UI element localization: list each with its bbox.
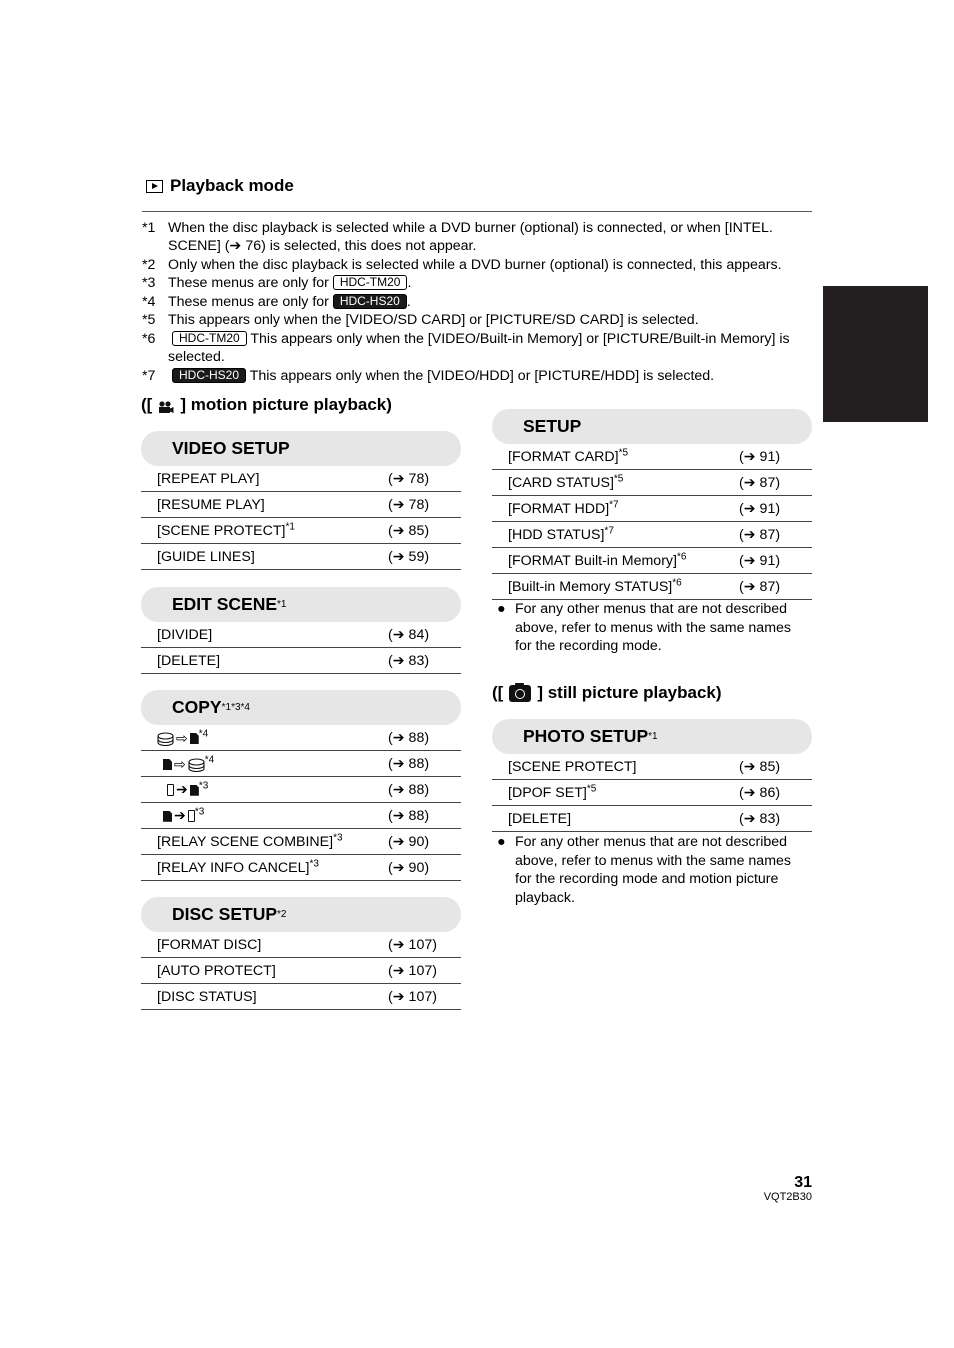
still-heading-close: ] still picture playback)	[537, 683, 722, 702]
row-label-text: [DIVIDE]	[157, 627, 213, 643]
copy-direction	[163, 756, 205, 773]
model-badge: HDC-TM20	[172, 331, 247, 346]
bullet-icon: ●	[497, 601, 506, 617]
row-footnote-mark: *5	[613, 473, 624, 485]
footnote-text	[168, 330, 814, 366]
row-footnote-mark: *7	[609, 499, 619, 511]
still-heading	[492, 683, 722, 703]
row-footnote-mark: *5	[586, 783, 597, 795]
table-row	[492, 496, 812, 522]
table-row	[141, 932, 461, 958]
model-badge: HDC-HS20	[172, 368, 246, 383]
row-label	[157, 963, 276, 979]
page-reference: (➔ 107)	[388, 989, 437, 1005]
photo-note-text: For any other menus that are not described above, refer to menus with the same names for the recording mode and motion picture playback.	[515, 834, 792, 906]
copy-direction	[163, 808, 195, 824]
table-row	[492, 806, 812, 832]
bullet-icon: ●	[497, 834, 506, 850]
footnote-pre: This appears only when the [VIDEO/SD CARD] or [PICTURE/SD CARD] is selected.	[168, 312, 699, 328]
row-label	[157, 756, 214, 773]
row-label-text: [DELETE]	[157, 653, 221, 669]
mode-title-text: Playback mode	[170, 176, 294, 195]
row-label	[157, 627, 212, 643]
row-label-text: [FORMAT DISC]	[157, 937, 262, 953]
mode-title	[146, 176, 294, 196]
row-label	[157, 808, 204, 824]
footnote-mark: *3	[142, 275, 156, 291]
table-row	[141, 466, 461, 492]
section-title: EDIT SCENE	[172, 594, 278, 614]
table-row	[492, 574, 812, 600]
footnote-text	[168, 219, 814, 255]
table-row	[492, 470, 812, 496]
footnote-mark: *1	[142, 220, 156, 236]
row-footnote-mark: *6	[676, 551, 687, 563]
row-label	[508, 553, 686, 569]
motion-picture-icon	[158, 399, 174, 412]
table-row	[141, 492, 461, 518]
table-row	[141, 855, 461, 881]
page-reference: (➔ 59)	[388, 549, 430, 565]
row-label-text: [CARD STATUS]	[508, 475, 614, 491]
section-tab	[823, 286, 928, 422]
row-label	[157, 730, 208, 747]
section-header: COPY *1*3*4	[141, 690, 461, 725]
row-label	[157, 523, 295, 539]
page-reference: (➔ 85)	[739, 759, 781, 775]
footnote	[142, 219, 814, 255]
video-setup-table	[141, 431, 461, 570]
row-label	[157, 860, 319, 876]
row-footnote-mark: *3	[194, 806, 205, 818]
footnote-pre: Only when the disc playback is selected while a DVD burner (optional) is connected, this appears.	[168, 257, 782, 273]
footnote-text	[168, 274, 814, 292]
section-title: DISC SETUP	[172, 904, 278, 924]
footnote	[142, 293, 814, 311]
table-row	[141, 777, 461, 803]
row-label	[157, 989, 257, 1005]
page-reference: (➔ 84)	[388, 627, 430, 643]
row-label-text: [RELAY SCENE COMBINE]	[157, 834, 334, 850]
sd-card-icon	[163, 759, 172, 770]
footnote-post: .	[407, 275, 412, 291]
row-label	[508, 579, 682, 595]
row-label	[508, 811, 571, 827]
row-footnote-mark: *7	[604, 525, 614, 537]
page-reference: (➔ 88)	[388, 730, 430, 746]
row-label-text: [REPEAT PLAY]	[157, 471, 260, 487]
edit-scene-table	[141, 587, 461, 674]
page-reference: (➔ 90)	[388, 834, 430, 850]
row-label-text: [SCENE PROTECT]	[157, 523, 286, 539]
table-row	[141, 725, 461, 751]
row-label	[508, 785, 596, 801]
copy-table	[141, 690, 461, 881]
page-reference: (➔ 87)	[739, 579, 781, 595]
section-header	[141, 431, 461, 466]
copy-arrow-icon: ⇨	[176, 730, 188, 746]
table-row	[141, 622, 461, 648]
footnote-post: This appears only when the [VIDEO/HDD] or [PICTURE/HDD] is selected.	[246, 368, 715, 384]
table-row	[492, 444, 812, 470]
page-reference: (➔ 87)	[739, 475, 781, 491]
page-reference: (➔ 90)	[388, 860, 430, 876]
page-reference: (➔ 88)	[388, 808, 430, 824]
footnote-text	[168, 311, 814, 329]
row-label	[157, 834, 343, 850]
page-reference: (➔ 86)	[739, 785, 781, 801]
footnote	[142, 367, 814, 385]
footnote-post: .	[406, 294, 411, 310]
section-header: EDIT SCENE *1	[141, 587, 461, 622]
row-label-text: [HDD STATUS]	[508, 527, 605, 543]
row-label-text: [GUIDE LINES]	[157, 549, 255, 565]
row-label	[157, 549, 255, 565]
built-in-memory-icon	[167, 784, 174, 796]
row-label	[508, 475, 623, 491]
row-label-text: [AUTO PROTECT]	[157, 963, 276, 979]
sd-card-icon	[163, 811, 172, 822]
copy-arrow-icon: ➔	[176, 782, 188, 799]
setup-note	[497, 600, 807, 656]
section-title: SETUP	[523, 416, 582, 436]
page-reference: (➔ 78)	[388, 471, 430, 487]
row-label	[157, 653, 220, 669]
footnote-text	[168, 293, 814, 311]
setup-note-text: For any other menus that are not described above, refer to menus with the same names for the recording mode.	[515, 601, 792, 654]
row-footnote-mark: *4	[198, 728, 209, 740]
section-title: COPY	[172, 697, 222, 717]
copy-arrow-icon: ⇨	[174, 756, 186, 772]
table-row	[141, 829, 461, 855]
section-title: PHOTO SETUP	[523, 726, 649, 746]
row-label-text: [RELAY INFO CANCEL]	[157, 860, 310, 876]
copy-direction	[167, 782, 199, 798]
page-reference: (➔ 85)	[388, 523, 430, 539]
hdd-icon	[157, 732, 174, 746]
table-row	[141, 984, 461, 1010]
sd-card-icon	[190, 733, 199, 744]
page-reference: (➔ 78)	[388, 497, 430, 513]
row-label-text: [RESUME PLAY]	[157, 497, 265, 513]
row-label-text: [DPOF SET]	[508, 785, 587, 801]
table-row	[141, 544, 461, 570]
page-reference: (➔ 107)	[388, 963, 437, 979]
footnote	[142, 330, 814, 366]
footnote-text	[168, 367, 814, 385]
footnote-mark: *4	[142, 294, 156, 310]
row-label	[157, 471, 260, 487]
row-label-text: [SCENE PROTECT]	[508, 759, 637, 775]
section-title: VIDEO SETUP	[172, 438, 290, 458]
section-header: DISC SETUP *2	[141, 897, 461, 932]
page-number: 31	[794, 1174, 812, 1191]
row-footnote-mark: *1	[285, 521, 295, 533]
table-row	[492, 780, 812, 806]
motion-heading	[141, 395, 392, 415]
table-row	[492, 522, 812, 548]
table-row	[141, 803, 461, 829]
setup-table	[492, 409, 812, 600]
page-reference: (➔ 88)	[388, 756, 430, 772]
row-footnote-mark: *5	[618, 447, 629, 459]
footnote-mark: *5	[142, 312, 156, 328]
page-reference: (➔ 83)	[388, 653, 430, 669]
motion-heading-close: ] motion picture playback)	[180, 395, 392, 414]
section-header	[492, 409, 812, 444]
row-label	[508, 527, 614, 543]
page-reference: (➔ 91)	[739, 449, 781, 465]
row-label	[157, 782, 208, 798]
footnote-text	[168, 256, 814, 274]
sd-card-icon	[190, 785, 199, 796]
playback-icon	[146, 180, 163, 193]
photo-setup-table	[492, 719, 812, 832]
footnote-pre: These menus are only for	[168, 294, 333, 310]
row-label	[157, 937, 261, 953]
row-label-text: [Built-in Memory STATUS]	[508, 579, 673, 595]
footnote-pre: When the disc playback is selected while a DVD burner (optional) is connected, or when [INTEL. SCENE] (➔ 76) is selected, this does not appear.	[168, 220, 773, 254]
row-label-text: [FORMAT CARD]	[508, 449, 619, 465]
section-header: PHOTO SETUP *1	[492, 719, 812, 754]
table-row	[141, 751, 461, 777]
row-footnote-mark: *6	[672, 577, 682, 589]
row-label	[508, 501, 619, 517]
camera-icon	[509, 685, 531, 702]
row-label-text: [FORMAT HDD]	[508, 501, 610, 517]
row-label-text: [DISC STATUS]	[157, 989, 257, 1005]
model-badge: HDC-HS20	[333, 294, 407, 309]
row-label-text: [FORMAT Built-in Memory]	[508, 553, 677, 569]
footnote	[142, 274, 814, 292]
footnote-pre: These menus are only for	[168, 275, 333, 291]
footnote-mark: *7	[142, 368, 156, 384]
page-code: VQT2B30	[763, 1191, 812, 1203]
footnote-mark: *2	[142, 257, 156, 273]
title-rule	[142, 211, 812, 212]
still-heading-open: ([	[492, 683, 504, 702]
row-footnote-mark: *3	[309, 858, 319, 870]
motion-heading-open: ([	[141, 395, 153, 414]
model-badge: HDC-TM20	[333, 275, 408, 290]
row-label	[157, 497, 265, 513]
table-row	[141, 958, 461, 984]
row-label	[508, 759, 637, 775]
row-footnote-mark: *3	[333, 832, 343, 844]
footnote-mark: *6	[142, 331, 156, 347]
built-in-memory-icon	[188, 810, 195, 822]
row-footnote-mark: *4	[204, 754, 215, 766]
row-label-text: [DELETE]	[508, 811, 572, 827]
copy-arrow-icon: ➔	[174, 808, 186, 825]
page-reference: (➔ 91)	[739, 553, 781, 569]
page-reference: (➔ 107)	[388, 937, 437, 953]
copy-direction	[157, 730, 199, 747]
footnote	[142, 311, 814, 329]
table-row	[492, 548, 812, 574]
table-row	[492, 754, 812, 780]
page-reference: (➔ 83)	[739, 811, 781, 827]
row-footnote-mark: *3	[198, 780, 209, 792]
page-reference: (➔ 87)	[739, 527, 781, 543]
table-row	[141, 648, 461, 674]
footnote-post: This appears only when the [VIDEO/Built-in Memory] or [PICTURE/Built-in Memory] is selected.	[168, 331, 790, 365]
disc-setup-table	[141, 897, 461, 1010]
page-reference: (➔ 91)	[739, 501, 781, 517]
hdd-icon	[188, 758, 205, 772]
footnote	[142, 256, 814, 274]
photo-note	[497, 833, 807, 907]
page-reference: (➔ 88)	[388, 782, 430, 798]
table-row	[141, 518, 461, 544]
row-label	[508, 449, 628, 465]
